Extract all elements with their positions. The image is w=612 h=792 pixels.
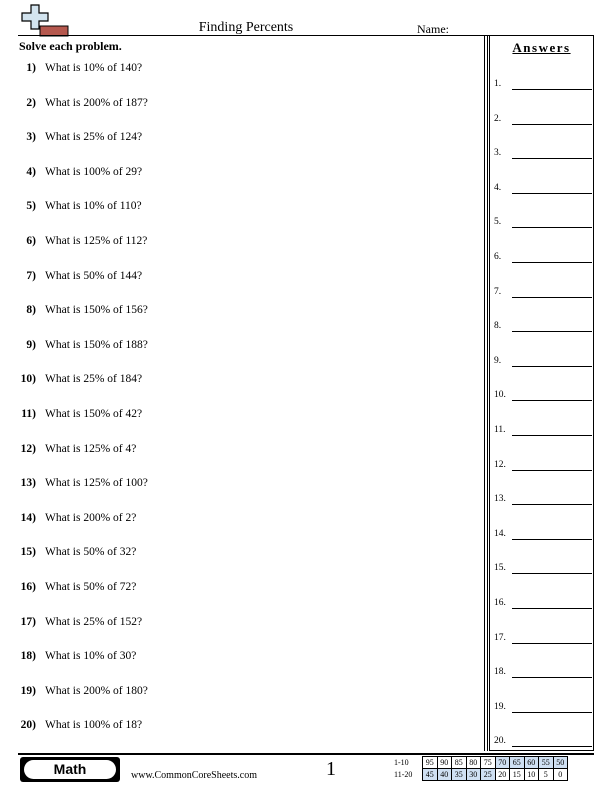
- answer-item: [494, 302, 594, 337]
- answer-blank[interactable]: [512, 124, 592, 125]
- score-cell: 0: [553, 769, 568, 781]
- score-cell: 70: [495, 757, 510, 769]
- answer-number: 8.: [494, 321, 502, 332]
- instructions: Solve each problem.: [19, 39, 122, 53]
- problem-text: What is 50% of 32?: [45, 546, 137, 559]
- problem-number: 8): [26, 304, 36, 317]
- problem-number: 18): [20, 650, 36, 663]
- answer-number: 17.: [494, 632, 506, 643]
- answer-number: 12.: [494, 459, 506, 470]
- answer-number: 15.: [494, 563, 506, 574]
- answer-item: [494, 129, 594, 164]
- score-cell: 40: [437, 769, 452, 781]
- answer-blank[interactable]: [512, 366, 592, 367]
- problem-text: What is 100% of 18?: [45, 719, 143, 732]
- problem-text: What is 150% of 188?: [45, 338, 148, 351]
- problem-item: [18, 719, 480, 754]
- answer-list: [494, 60, 594, 752]
- answer-number: 13.: [494, 494, 506, 505]
- score-cell: 60: [524, 757, 539, 769]
- problem-text: What is 125% of 100?: [45, 477, 148, 490]
- answer-item: [494, 717, 594, 752]
- problem-number: 2): [26, 96, 36, 109]
- answer-number: 5.: [494, 217, 502, 228]
- problem-number: 1): [26, 62, 36, 74]
- answer-blank[interactable]: [512, 504, 592, 505]
- score-cell: 50: [553, 757, 568, 769]
- problem-number: 14): [20, 511, 36, 524]
- answer-item: [494, 475, 594, 510]
- problem-number: 12): [20, 442, 36, 455]
- answer-item: [494, 579, 594, 614]
- answer-blank[interactable]: [512, 435, 592, 436]
- problem-item: [18, 546, 480, 581]
- problem-number: 15): [20, 546, 36, 559]
- answer-number: 1.: [494, 79, 502, 89]
- answer-number: 9.: [494, 355, 502, 366]
- subject-badge: [20, 757, 120, 782]
- problem-item: [18, 62, 480, 97]
- problem-text: What is 200% of 2?: [45, 511, 137, 524]
- answer-number: 20.: [494, 736, 506, 747]
- score-cell: 55: [539, 757, 554, 769]
- answer-item: [494, 614, 594, 649]
- answer-blank[interactable]: [512, 158, 592, 159]
- problem-item: [18, 685, 480, 720]
- answer-number: 7.: [494, 286, 502, 297]
- answers-title: Answers: [512, 40, 571, 55]
- answer-item: [494, 198, 594, 233]
- answer-number: 19.: [494, 701, 506, 712]
- answer-blank[interactable]: [512, 262, 592, 263]
- problem-item: [18, 131, 480, 166]
- score-cell: 25: [481, 769, 496, 781]
- problem-text: What is 125% of 112?: [45, 234, 148, 247]
- score-row-label: 1-10: [394, 758, 409, 767]
- score-cell: 65: [510, 757, 525, 769]
- score-cell: 5: [539, 769, 554, 781]
- problem-text: What is 50% of 72?: [45, 580, 137, 593]
- footer-rule: [18, 753, 594, 755]
- problem-number: 7): [26, 269, 36, 282]
- answer-blank[interactable]: [512, 712, 592, 713]
- problem-item: [18, 650, 480, 685]
- problem-item: [18, 373, 480, 408]
- problem-item: [18, 408, 480, 443]
- answer-number: 14.: [494, 528, 506, 539]
- problem-item: [18, 339, 480, 374]
- score-cell: 20: [495, 769, 510, 781]
- answer-item: [494, 233, 594, 268]
- answer-blank[interactable]: [512, 608, 592, 609]
- problem-number: 9): [26, 338, 36, 351]
- score-cell: 10: [524, 769, 539, 781]
- problem-item: [18, 581, 480, 616]
- answer-blank[interactable]: [512, 227, 592, 228]
- answer-blank[interactable]: [512, 677, 592, 678]
- score-cell: 80: [466, 757, 481, 769]
- problem-number: 11): [21, 407, 36, 420]
- answer-item: [494, 164, 594, 199]
- problem-number: 16): [20, 580, 36, 593]
- score-row-label: 11-20: [394, 770, 413, 779]
- name-label: Name:: [417, 22, 449, 36]
- answer-item: [494, 648, 594, 683]
- problem-item: [18, 200, 480, 235]
- score-cell: 90: [437, 757, 452, 769]
- answer-blank[interactable]: [512, 573, 592, 574]
- website-link[interactable]: www.CommonCoreSheets.com: [131, 770, 258, 781]
- problem-item: [18, 443, 480, 478]
- column-divider: [484, 35, 488, 751]
- problem-text: What is 150% of 156?: [45, 304, 148, 317]
- answer-blank[interactable]: [512, 400, 592, 401]
- problem-number: 6): [26, 234, 36, 247]
- answer-number: 10.: [494, 390, 506, 401]
- score-table: [394, 756, 568, 781]
- problem-text: What is 10% of 30?: [45, 650, 137, 663]
- answer-blank[interactable]: [512, 297, 592, 298]
- answer-number: 3.: [494, 148, 502, 159]
- problem-number: 10): [20, 373, 36, 386]
- problem-text: What is 10% of 140?: [45, 62, 143, 74]
- problem-number: 17): [20, 615, 36, 628]
- answer-item: [494, 510, 594, 545]
- page-title: Finding Percents: [198, 20, 294, 35]
- answer-item: [494, 337, 594, 372]
- score-cell: 15: [510, 769, 525, 781]
- score-row: [394, 757, 568, 769]
- answer-number: 6.: [494, 251, 502, 262]
- problem-number: 13): [20, 477, 36, 490]
- answer-item: [494, 371, 594, 406]
- answer-number: 16.: [494, 597, 506, 608]
- answer-blank[interactable]: [512, 746, 592, 747]
- problem-item: [18, 512, 480, 547]
- answer-number: 2.: [494, 113, 502, 124]
- problem-item: [18, 97, 480, 132]
- problem-item: [18, 270, 480, 305]
- problem-number: 4): [26, 165, 36, 178]
- problem-text: What is 25% of 152?: [45, 615, 143, 628]
- subject-label: Math: [24, 760, 116, 779]
- problem-item: [18, 616, 480, 651]
- answer-item: [494, 95, 594, 130]
- score-cell: 45: [423, 769, 438, 781]
- problem-item: [18, 235, 480, 270]
- problem-text: What is 125% of 4?: [45, 442, 137, 455]
- answer-blank[interactable]: [512, 89, 592, 90]
- answer-blank[interactable]: [512, 470, 592, 471]
- answer-number: 11.: [494, 424, 506, 435]
- problem-text: What is 25% of 124?: [45, 131, 143, 144]
- page-number: 1: [326, 758, 336, 780]
- answer-item: [494, 441, 594, 476]
- answer-item: [494, 683, 594, 718]
- answer-item: [494, 60, 594, 95]
- answer-blank[interactable]: [512, 193, 592, 194]
- problem-text: What is 200% of 187?: [45, 96, 148, 109]
- problem-text: What is 10% of 110?: [45, 200, 142, 213]
- problem-text: What is 50% of 144?: [45, 269, 143, 282]
- problem-text: What is 150% of 42?: [45, 407, 143, 420]
- score-cell: 35: [452, 769, 467, 781]
- problem-number: 20): [20, 719, 36, 732]
- problem-list: [18, 62, 480, 754]
- answer-blank[interactable]: [512, 539, 592, 540]
- answer-blank[interactable]: [512, 643, 592, 644]
- score-cell: 75: [481, 757, 496, 769]
- problem-number: 5): [26, 200, 36, 213]
- problem-number: 19): [20, 684, 36, 697]
- problem-item: [18, 304, 480, 339]
- problem-item: [18, 166, 480, 201]
- answer-item: [494, 268, 594, 303]
- problem-text: What is 25% of 184?: [45, 373, 143, 386]
- problem-text: What is 200% of 180?: [45, 684, 148, 697]
- score-cell: 95: [423, 757, 438, 769]
- score-row: [394, 769, 568, 781]
- answer-number: 18.: [494, 667, 506, 678]
- score-cell: 85: [452, 757, 467, 769]
- answer-number: 4.: [494, 182, 502, 193]
- score-cell: 30: [466, 769, 481, 781]
- answer-blank[interactable]: [512, 331, 592, 332]
- problem-number: 3): [26, 131, 36, 144]
- problem-item: [18, 477, 480, 512]
- answer-item: [494, 544, 594, 579]
- answer-item: [494, 406, 594, 441]
- problem-text: What is 100% of 29?: [45, 165, 143, 178]
